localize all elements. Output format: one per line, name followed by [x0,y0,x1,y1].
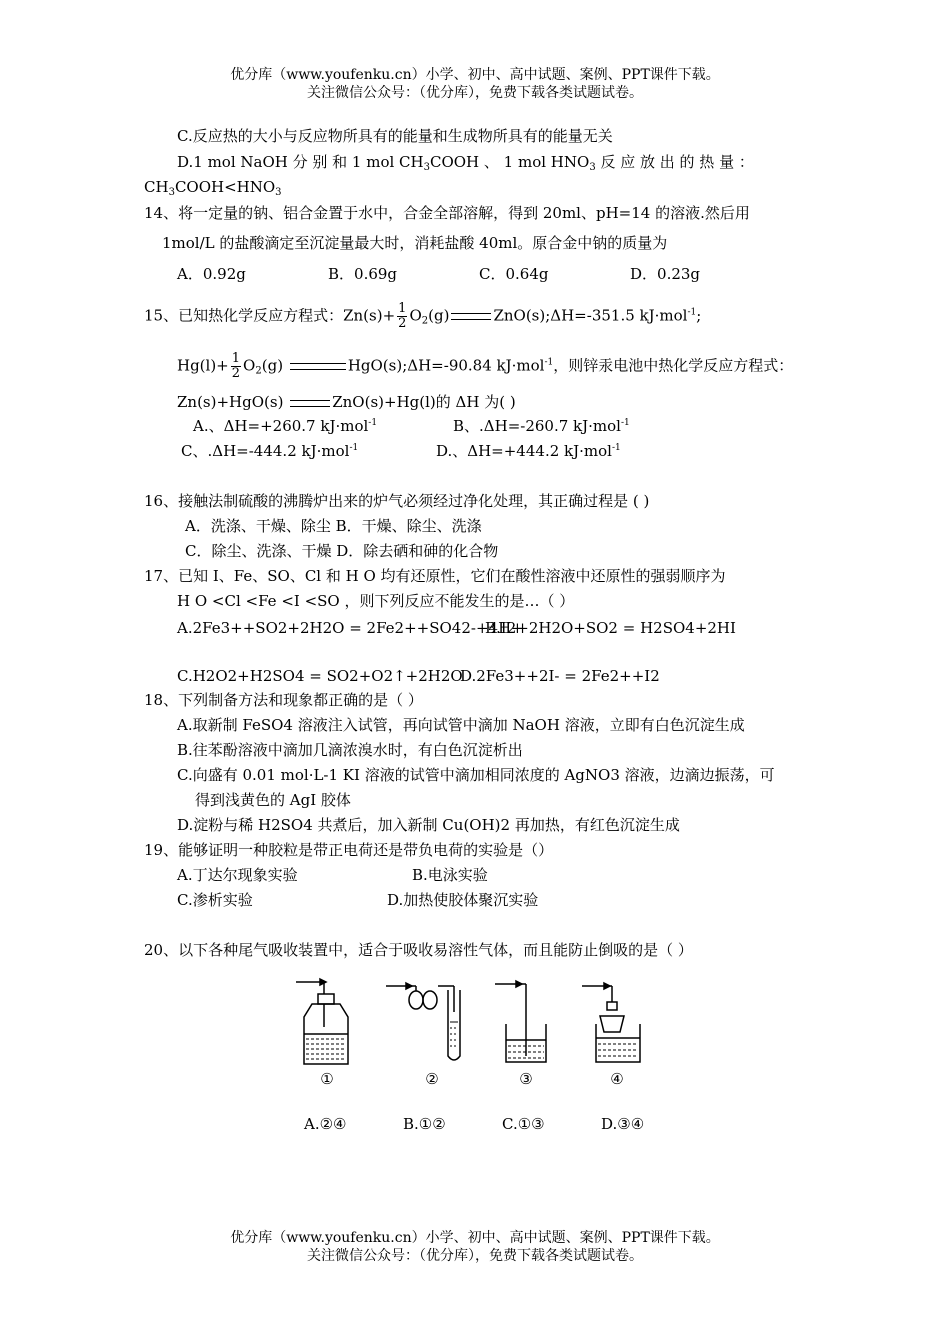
apparatus-1-gas-bottle [296,979,348,1064]
q15-option-c: C、.ΔH=-444.2 kJ·mol$^{-1}$ [181,442,359,460]
q17-option-c: C.H2O2+H2SO4 = SO2+O2↑+2H2O [177,667,463,685]
q15-equation-2: Hg(l)+ $\frac{1}{2}$ $O_2(g)$ HgO(s);ΔH=-90.84 kJ·mol$^{-1}$，则锌汞电池中热化学反应方程式： [177,351,794,381]
apparatus-3-beaker-tube [495,981,546,1062]
q18-option-a: A.取新制 FeSO4 溶液注入试管，再向试管中滴加 NaOH 溶液，立即有白色沉淀生成 [177,716,745,734]
header-line-2: 关注微信公众号：（优分库），免费下载各类试题试卷。 [307,85,643,101]
q15-equation-1: 15、已知热化学反应方程式：Zn(s)+ $\frac{1}{2}$ $O_2(g)$ ZnO(s);ΔH=-351.5 kJ·mol$^{-1}$; [144,301,702,331]
absorption-apparatus-figure [290,972,670,1092]
q19-stem: 19、能够证明一种胶粒是带正电荷还是带负电荷的实验是（） [144,841,554,859]
q20-option-a: A.②④ [304,1115,347,1133]
q18-stem: 18、下列制备方法和现象都正确的是（ ） [144,691,423,709]
q16-stem: 16、接触法制硫酸的沸腾炉出来的炉气必须经过净化处理，其正确过程是 ( ) [144,492,650,510]
q14-option-b: B．0.69g [328,265,398,283]
q20-option-c: C.①③ [502,1115,545,1133]
q15-option-b: B、.ΔH=-260.7 kJ·mol$^{-1}$ [453,417,630,435]
q14-option-c: C．0.64g [479,265,549,283]
q18-option-c-line-2: 得到浅黄色的 AgI 胶体 [195,791,351,809]
apparatus-label-4: ④ [610,1070,624,1088]
q15-option-a: A.、ΔH=+260.7 kJ·mol$^{-1}$ [193,417,378,435]
apparatus-4-inverted-funnel [582,983,640,1062]
footer-line-2: 关注微信公众号：（优分库），免费下载各类试题试卷。 [307,1248,643,1264]
q17-option-b: B.I2+2H2O+SO2 = H2SO4+2HI [485,619,736,637]
apparatus-label-1: ① [320,1070,334,1088]
q19-option-c: C.渗析实验 [177,891,253,909]
fraction-half: $\frac{1}{2}$ [231,351,241,381]
q17-option-d: D.2Fe3++2I- = 2Fe2++I2 [460,667,660,685]
header-line-1: 优分库（www.youfenku.cn）小学、初中、高中试题、案例、PPT课件下载。 [230,67,720,83]
q14-stem-2: 1mol/L 的盐酸滴定至沉淀量最大时，消耗盐酸 40ml。原合金中钠的质量为 [162,234,668,252]
q13-option-d: D.1 mol NaOH 分 别 和 1 mol $CH_3COOH$ 、 1 mol $HNO_3$ 反 应 放 出 的 热 量 ： [177,153,754,173]
footer-line-1: 优分库（www.youfenku.cn）小学、初中、高中试题、案例、PPT课件下载。 [230,1230,720,1246]
q15-equation-3: Zn(s)+HgO(s) ZnO(s)+Hg(l)的 ΔH 为( ) [177,393,516,411]
q19-option-b: B.电泳实验 [412,866,488,884]
q15-option-d: D.、ΔH=+444.2 kJ·mol$^{-1}$ [436,442,621,460]
q14-stem-1: 14、将一定量的钠、铝合金置于水中，合金全部溶解，得到 20ml、pH=14 的溶液.然后用 [144,204,750,222]
q16-options-row-2: C．除尘、洗涤、干燥 D．除去硒和砷的化合物 [185,542,499,560]
q16-options-row-1: A．洗涤、干燥、除尘 B．干燥、除尘、洗涤 [185,517,482,535]
q20-option-d: D.③④ [601,1115,645,1133]
apparatus-2-bulb-tube [386,983,460,1060]
q19-option-a: A.丁达尔现象实验 [177,866,298,884]
apparatus-label-2: ② [425,1070,439,1088]
q19-option-d: D.加热使胶体聚沉实验 [387,891,539,909]
q17-option-a: A.2Fe3++SO2+2H2O = 2Fe2++SO42-+4H+ [177,619,524,637]
q17-stem-1: 17、已知 I、Fe、SO、Cl 和 H O 均有还原性，它们在酸性溶液中还原性的强弱顺序为 [144,567,726,585]
q13-option-c: C.反应热的大小与反应物所具有的能量和生成物所具有的能量无关 [177,127,613,145]
fraction-half: $\frac{1}{2}$ [398,301,407,331]
q14-option-a: A．0.92g [177,265,246,283]
q18-option-d: D.淀粉与稀 H2SO4 共煮后，加入新制 Cu(OH)2 再加热，有红色沉淀生成 [177,816,680,834]
q18-option-b: B.往苯酚溶液中滴加几滴浓溴水时，有白色沉淀析出 [177,741,523,759]
q20-option-b: B.①② [403,1115,446,1133]
apparatus-label-3: ③ [519,1070,533,1088]
q17-stem-2: H O <Cl <Fe <I <SO ，则下列反应不能发生的是…（ ） [177,592,575,610]
q18-option-c-line-1: C.向盛有 0.01 mol·L-1 KI 溶液的试管中滴加相同浓度的 AgNO3 溶液，边滴边振荡，可 [177,766,775,784]
q13-option-d-continued: $CH_3COOH<HNO_3$ [144,178,282,198]
q14-option-d: D．0.23g [630,265,701,283]
q20-stem: 20、以下各种尾气吸收装置中，适合于吸收易溶性气体，而且能防止倒吸的是（ ） [144,941,693,959]
